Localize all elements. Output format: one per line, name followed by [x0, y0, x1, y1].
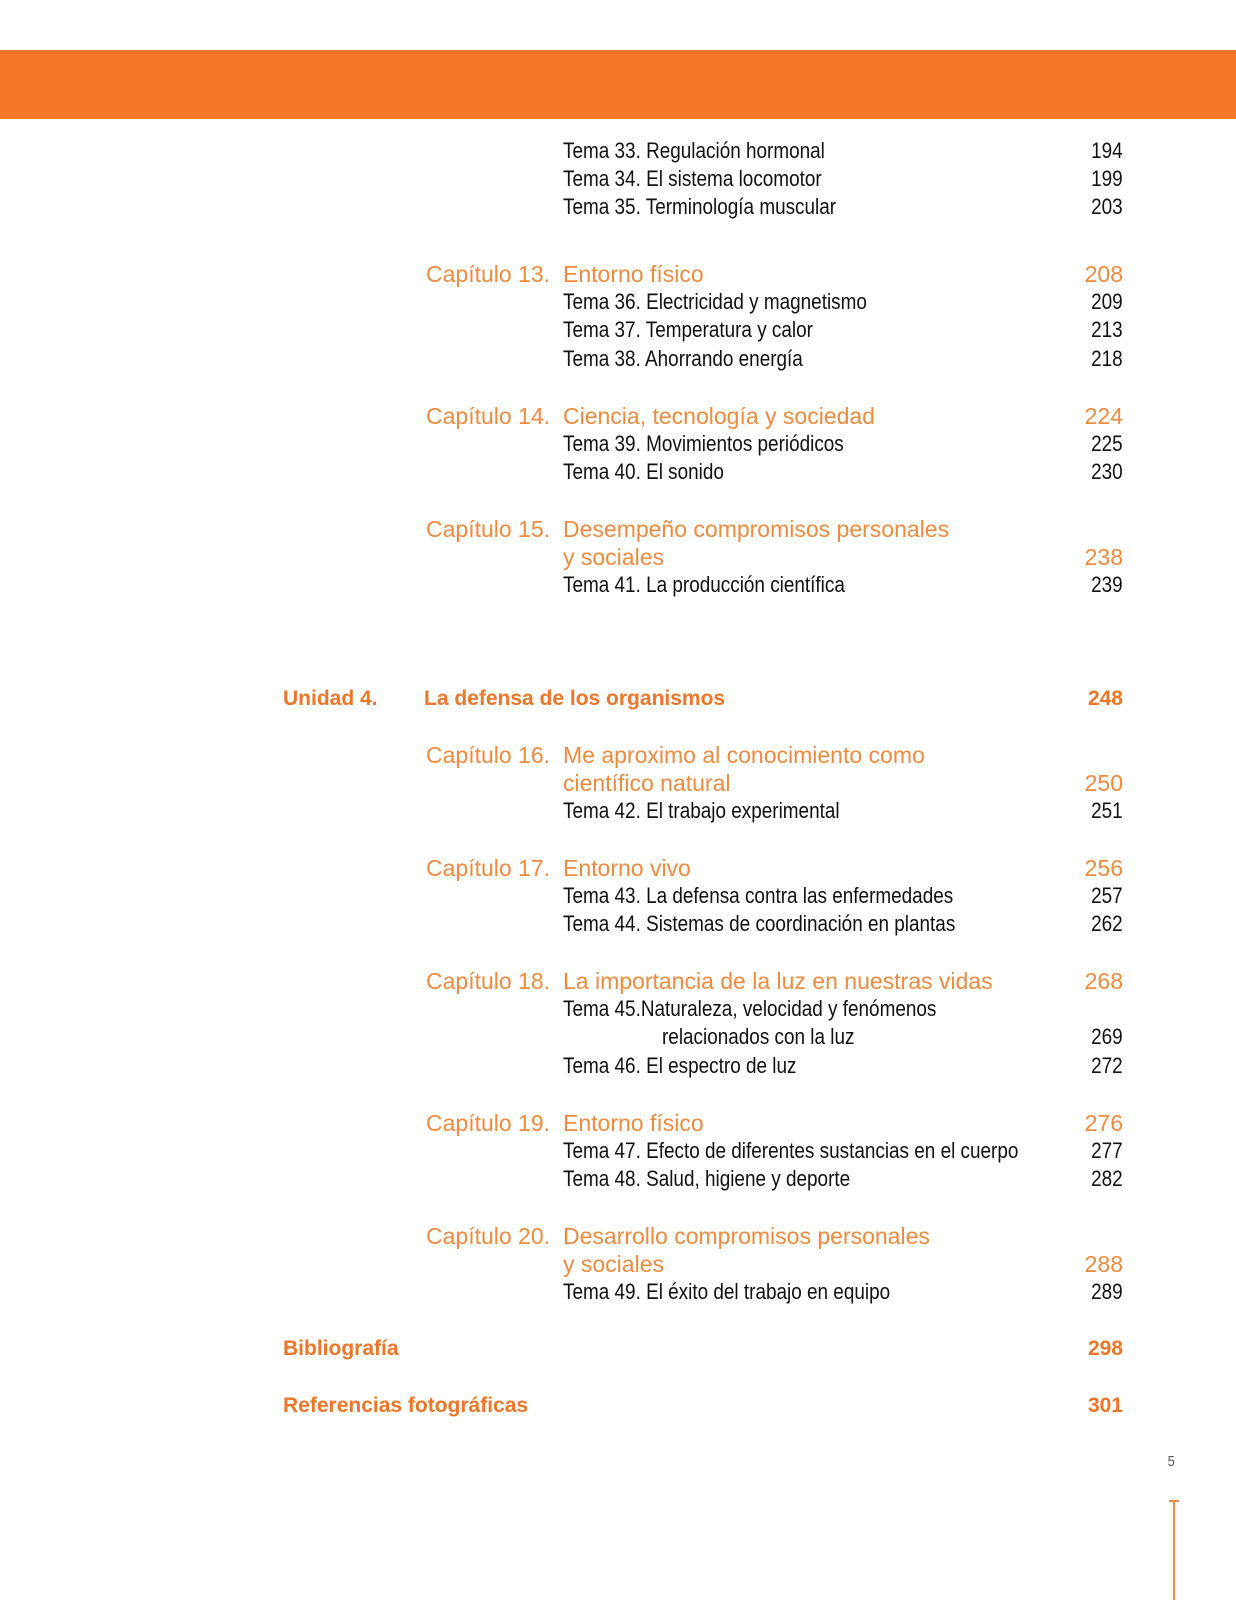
page-number: 230: [1091, 459, 1123, 484]
tema-label: Tema 36. Electricidad y magnetismo: [563, 289, 867, 314]
toc-entry-tema-35[interactable]: [0, 193, 1236, 221]
chapter-prefix: Capítulo 20.: [426, 1223, 551, 1249]
tema-label-continuation: relacionados con la luz: [662, 1024, 855, 1049]
toc-entry-tema-34[interactable]: [0, 165, 1236, 193]
chapter-prefix: Capítulo 14.: [426, 403, 551, 429]
toc-entry-capitulo-18[interactable]: [0, 967, 1236, 995]
tema-label: Tema 34. El sistema locomotor: [563, 166, 822, 191]
section-title: Bibliografía: [283, 1337, 399, 1360]
page-number: 250: [1084, 770, 1123, 796]
toc-entry-tema-40[interactable]: [0, 458, 1236, 486]
toc-entry-capitulo-20-cont[interactable]: [0, 1250, 1236, 1278]
chapter-title: La importancia de la luz en nuestras vidas: [563, 968, 993, 994]
tema-label: Tema 44. Sistemas de coordinación en plantas: [563, 911, 956, 936]
page-number: 276: [1084, 1110, 1123, 1136]
page-number: 194: [1091, 138, 1123, 163]
unit-title: La defensa de los organismos: [424, 687, 726, 710]
tema-label: Tema 45.Naturaleza, velocidad y fenómenos: [563, 996, 937, 1021]
chapter-prefix: Capítulo 19.: [426, 1110, 551, 1136]
toc-entry-capitulo-14[interactable]: [0, 402, 1236, 430]
chapter-title: Desarrollo compromisos personales: [563, 1223, 930, 1249]
chapter-title: Entorno físico: [563, 1110, 704, 1136]
page-number: 239: [1091, 572, 1123, 597]
toc-entry-tema-45[interactable]: [0, 995, 1236, 1023]
toc-entry-tema-42[interactable]: [0, 797, 1236, 825]
toc-entry-capitulo-16[interactable]: [0, 741, 1236, 769]
page-number: 282: [1091, 1166, 1123, 1191]
page-number: 224: [1084, 403, 1123, 429]
page-number: 208: [1084, 261, 1123, 287]
tema-label: Tema 39. Movimientos periódicos: [563, 431, 844, 456]
toc-entry-referencias[interactable]: [0, 1392, 1236, 1420]
page-number: 268: [1084, 968, 1123, 994]
margin-tick-line: [1173, 1500, 1175, 1600]
toc-entry-unidad-4[interactable]: [0, 685, 1236, 713]
tema-label: Tema 41. La producción científica: [563, 572, 845, 597]
toc-entry-tema-38[interactable]: [0, 345, 1236, 373]
page-number: 288: [1084, 1251, 1123, 1277]
chapter-prefix: Capítulo 18.: [426, 968, 551, 994]
chapter-title: Entorno vivo: [563, 855, 691, 881]
toc-entry-tema-33[interactable]: [0, 137, 1236, 165]
section-title: Referencias fotográficas: [283, 1394, 529, 1417]
tema-label: Tema 47. Efecto de diferentes sustancias en el cuerpo: [563, 1138, 1019, 1163]
chapter-title: Desempeño compromisos personales: [563, 516, 950, 542]
page-number: 218: [1091, 346, 1123, 371]
chapter-title: Ciencia, tecnología y sociedad: [563, 403, 875, 429]
tema-label: Tema 46. El espectro de luz: [563, 1053, 797, 1078]
tema-label: Tema 49. El éxito del trabajo en equipo: [563, 1279, 891, 1304]
toc-entry-capitulo-17[interactable]: [0, 854, 1236, 882]
page-number: 213: [1091, 317, 1123, 342]
tema-label: Tema 38. Ahorrando energía: [563, 346, 803, 371]
unit-prefix: Unidad 4.: [283, 687, 378, 710]
page-number-footer: 5: [1167, 1453, 1175, 1470]
chapter-prefix: Capítulo 13.: [426, 261, 551, 287]
page-number: 262: [1091, 911, 1123, 936]
toc-entry-capitulo-20[interactable]: [0, 1222, 1236, 1250]
toc-entry-tema-44[interactable]: [0, 910, 1236, 938]
chapter-title-continuation: y sociales: [563, 544, 664, 570]
toc-entry-tema-39[interactable]: [0, 430, 1236, 458]
page-number: 209: [1091, 289, 1123, 314]
toc-entry-tema-37[interactable]: [0, 316, 1236, 344]
page-number: 257: [1091, 883, 1123, 908]
page-number: 269: [1091, 1024, 1123, 1049]
toc-entry-capitulo-19[interactable]: [0, 1109, 1236, 1137]
tema-label: Tema 42. El trabajo experimental: [563, 798, 840, 823]
toc-entry-tema-49[interactable]: [0, 1278, 1236, 1306]
toc-entry-capitulo-16-cont[interactable]: [0, 769, 1236, 797]
chapter-prefix: Capítulo 17.: [426, 855, 551, 881]
toc-entry-tema-47[interactable]: [0, 1137, 1236, 1165]
toc-entry-tema-45-cont[interactable]: [0, 1023, 1236, 1051]
toc-entry-capitulo-15[interactable]: [0, 515, 1236, 543]
toc-entry-tema-46[interactable]: [0, 1052, 1236, 1080]
page-number: 289: [1091, 1279, 1123, 1304]
page-number: 238: [1084, 544, 1123, 570]
page-number: 203: [1091, 194, 1123, 219]
toc-entry-tema-41[interactable]: [0, 571, 1236, 599]
toc-entry-tema-36[interactable]: [0, 288, 1236, 316]
page-number: 248: [1087, 687, 1123, 710]
toc-entry-tema-48[interactable]: [0, 1165, 1236, 1193]
page-number: 199: [1091, 166, 1123, 191]
page-number: 277: [1091, 1138, 1123, 1163]
chapter-prefix: Capítulo 16.: [426, 742, 551, 768]
chapter-title: Entorno físico: [563, 261, 704, 287]
tema-label: Tema 37. Temperatura y calor: [563, 317, 813, 342]
toc-entry-capitulo-15-cont[interactable]: [0, 543, 1236, 571]
page-number: 251: [1091, 798, 1123, 823]
tema-label: Tema 35. Terminología muscular: [563, 194, 837, 219]
tema-label: Tema 48. Salud, higiene y deporte: [563, 1166, 851, 1191]
toc-entry-tema-43[interactable]: [0, 882, 1236, 910]
page-number: 225: [1091, 431, 1123, 456]
page-number: 298: [1087, 1337, 1123, 1360]
toc-entry-bibliografia[interactable]: [0, 1335, 1236, 1363]
page-number: 256: [1084, 855, 1123, 881]
page-number: 272: [1091, 1053, 1123, 1078]
chapter-title-continuation: científico natural: [563, 770, 731, 796]
tema-label: Tema 40. El sonido: [563, 459, 724, 484]
page-number: 301: [1087, 1394, 1123, 1417]
tema-label: Tema 43. La defensa contra las enfermedades: [563, 883, 954, 908]
toc-entry-capitulo-13[interactable]: [0, 260, 1236, 288]
chapter-title-continuation: y sociales: [563, 1251, 664, 1277]
tema-label: Tema 33. Regulación hormonal: [563, 138, 825, 163]
chapter-title: Me aproximo al conocimiento como: [563, 742, 925, 768]
chapter-prefix: Capítulo 15.: [426, 516, 551, 542]
